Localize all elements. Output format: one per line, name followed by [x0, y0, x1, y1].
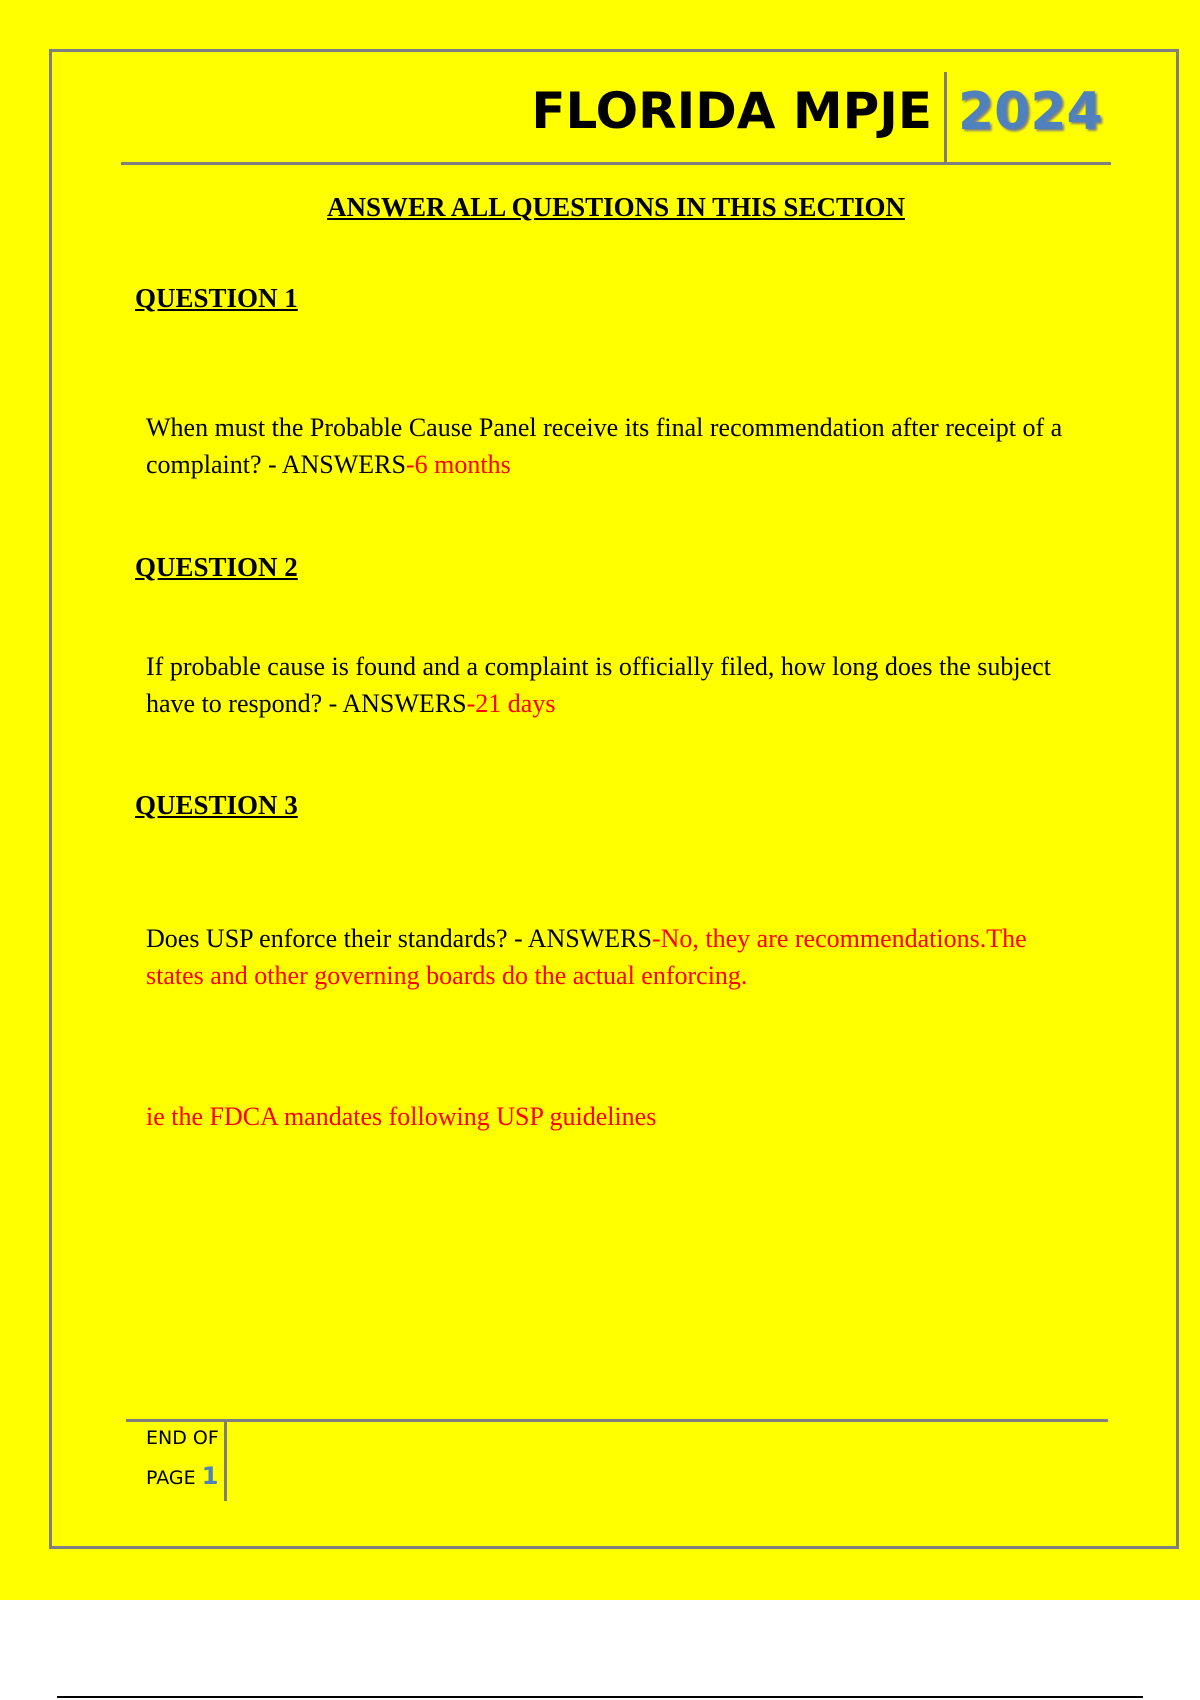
bottom-rule [57, 1696, 1143, 1698]
question-3-title: QUESTION 3 [135, 790, 298, 820]
page-number: 1 [201, 1462, 219, 1490]
footer-end-of: END OF [146, 1427, 219, 1449]
footer-page-text: PAGE [146, 1467, 196, 1489]
question-1-title: QUESTION 1 [135, 283, 298, 313]
footer-rule [126, 1419, 1108, 1422]
question-2-title: QUESTION 2 [135, 552, 298, 582]
footer-divider [224, 1421, 227, 1501]
section-heading: ANSWER ALL QUESTIONS IN THIS SECTION [327, 192, 905, 222]
question-1-text: When must the Probable Cause Panel receive its final recommendation after receipt of a complaint? - ANSWERS [146, 413, 1063, 479]
question-3-body [146, 920, 1066, 994]
question-1-answer: -6 months [405, 450, 511, 479]
question-3-text: Does USP enforce their standards? - ANSWERS [146, 924, 652, 953]
question-3-answer: -No, they are recommendations.The states and other governing boards do the actual enforcing. [146, 924, 1027, 990]
footer-page-label [146, 1462, 218, 1490]
question-2-answer: -21 days [466, 689, 556, 718]
question-2-body [146, 648, 1066, 722]
header-rule [121, 162, 1111, 165]
header-divider [944, 72, 947, 164]
document-title: FLORIDA MPJE [531, 82, 932, 140]
question-2-text: If probable cause is found and a complaint is officially filed, how long does the subject have to respond? - ANSWERS [146, 652, 1051, 718]
document-year: 2024 [958, 82, 1103, 142]
question-1-body [146, 409, 1066, 483]
question-3-note: ie the FDCA mandates following USP guidelines [146, 1102, 657, 1131]
